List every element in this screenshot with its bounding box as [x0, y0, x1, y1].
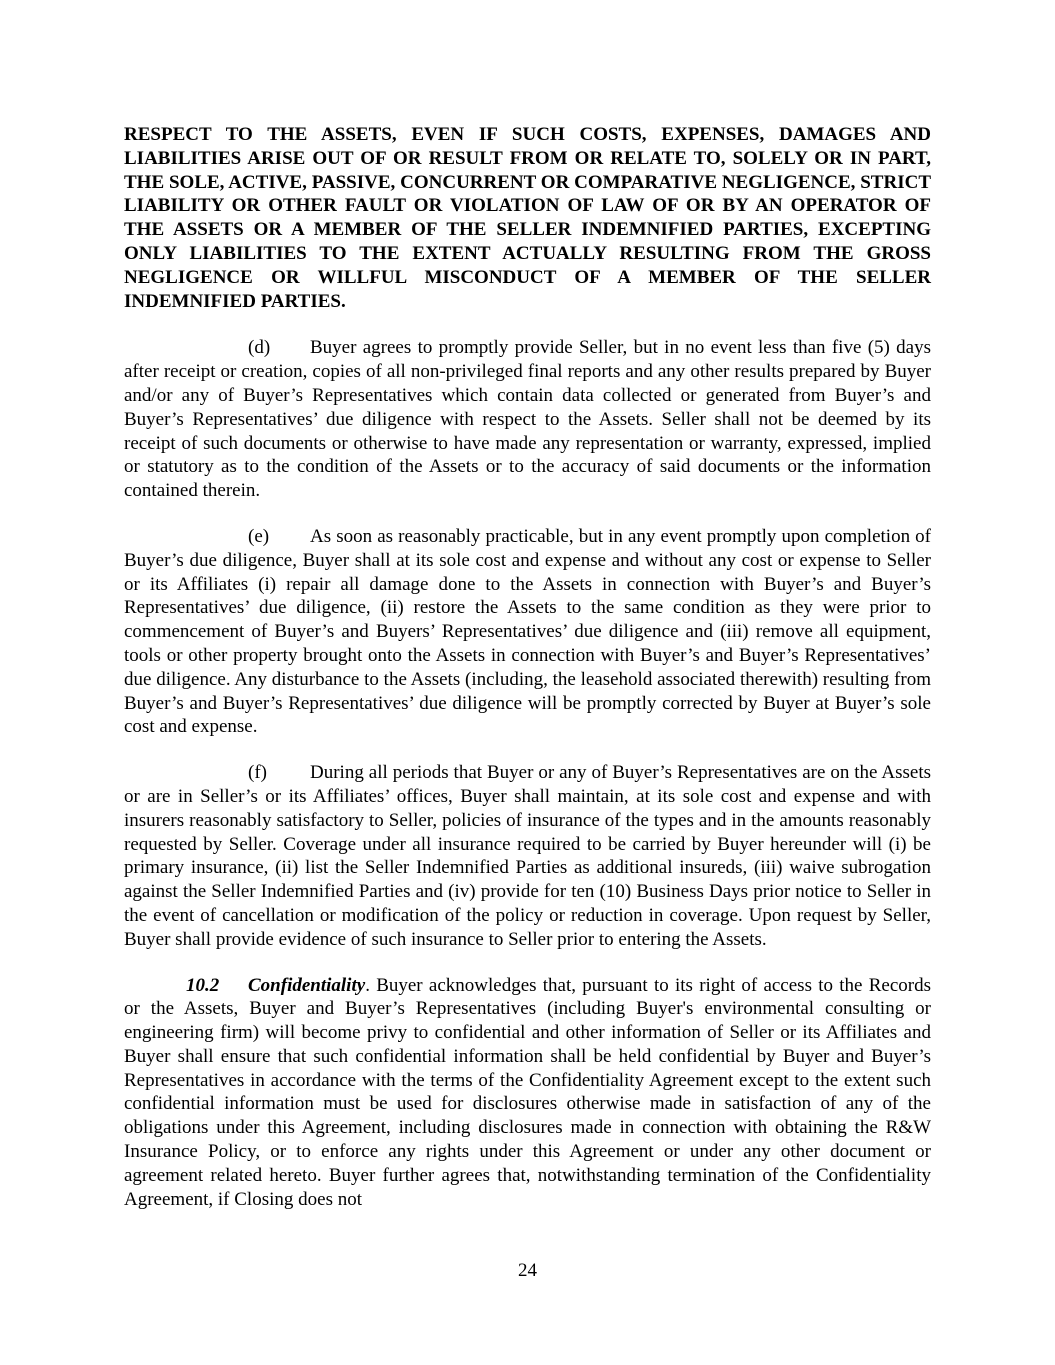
page-number: 24	[518, 1260, 537, 1281]
section-number: 10.2	[186, 974, 220, 996]
subsection-text: During all periods that Buyer or any of Buyer’s Representatives are on the Assets or are in Seller’s or its Affiliates’ offices, Buyer shall maintain, at its sole cost and expense and with insurers reasonably satisfactory to Seller, policies of insurance of the types and in the amounts reasonably requested by Seller. Coverage under all insurance required to be carried by Buyer hereunder will (i) be primary insurance, (ii) list the Seller Indemnified Parties as additional insureds, (iii) waive subrogation against the Seller Indemnified Parties and (iv) provide for ten (10) Business Days prior notice to Seller in the event of cancellation or modification of the policy or reduction in coverage. Upon request by Seller, Buyer shall provide evidence of such insurance to Seller prior to entering the Assets.	[124, 762, 931, 950]
subsection-label: (e)	[248, 525, 270, 547]
subsection-label: (f)	[248, 762, 267, 784]
disclaimer-paragraph: RESPECT TO THE ASSETS, EVEN IF SUCH COSTS, EXPENSES, DAMAGES AND LIABILITIES ARISE OUT OF OR RESULT FROM OR RELATE TO, SOLELY OR IN PART, THE SOLE, ACTIVE, PASSIVE, CONCURRENT OR COMPARATIVE NEGLIGENCE, STRICT LIABILITY OR OTHER FAULT OR VIOLATION OF LAW OF OR BY AN OPERATOR OF THE ASSETS OR A MEMBER OF THE SELLER INDEMNIFIED PARTIES, EXCEPTING ONLY LIABILITIES TO THE EXTENT ACTUALLY RESULTING FROM THE GROSS NEGLIGENCE OR WILLFUL MISCONDUCT OF A MEMBER OF THE SELLER INDEMNIFIED PARTIES.	[124, 124, 931, 312]
subsection-label: (d)	[248, 337, 271, 359]
section-text: . Buyer acknowledges that, pursuant to its right of access to the Records or the Assets, Buyer and Buyer’s Representatives (including Buyer's environmental consulting or engineering firm) will become privy to confidential and other information of Seller or its Affiliates and Buyer shall ensure that such confidential information shall be held confidential by Buyer and Buyer’s Representatives in accordance with the terms of the Confidentiality Agreement except to the extent such confidential information must be used for disclosures otherwise made in satisfaction of any of the obligations under this Agreement, including disclosures made in connection with obtaining the R&W Insurance Policy, or to enforce any rights under this Agreement or under any other document or agreement related hereto. Buyer further agrees that, notwithstanding termination of the Confidentiality Agreement, if Closing does not	[124, 974, 931, 1210]
subsection-text: Buyer agrees to promptly provide Seller, but in no event less than five (5) days after receipt or creation, copies of all non-privileged final reports and any other results prepared by Buyer and/or any of Buyer’s Representatives which contain data collected or generated from Buyer’s and Buyer’s Representatives’ due diligence with respect to the Assets. Seller shall not be deemed by its receipt of such documents or otherwise to have made any representation or warranty, expressed, implied or statutory as to the condition of the Assets or to the accuracy of said documents or the information contained therein.	[124, 337, 931, 502]
subsection-f	[124, 761, 931, 951]
subsection-d	[124, 336, 931, 503]
section-10-2	[124, 974, 931, 1212]
subsection-e	[124, 525, 931, 739]
document-body	[124, 123, 931, 1233]
section-title: Confidentiality	[248, 974, 366, 996]
subsection-text: As soon as reasonably practicable, but in any event promptly upon completion of Buyer’s due diligence, Buyer shall at its sole cost and expense and without any cost or expense to Seller or its Affiliates (i) repair all damage done to the Assets in connection with Buyer’s and Buyer’s Representatives’ due diligence, (ii) restore the Assets to the same condition as they were prior to commencement of Buyer’s and Buyers’ Representatives’ due diligence and (iii) remove all equipment, tools or other property brought onto the Assets in connection with Buyer’s and Buyer’s Representatives’ due diligence. Any disturbance to the Assets (including, the leasehold associated therewith) resulting from Buyer’s and Buyer’s Representatives’ due diligence will be promptly corrected by Buyer at Buyer’s sole cost and expense.	[124, 525, 931, 738]
